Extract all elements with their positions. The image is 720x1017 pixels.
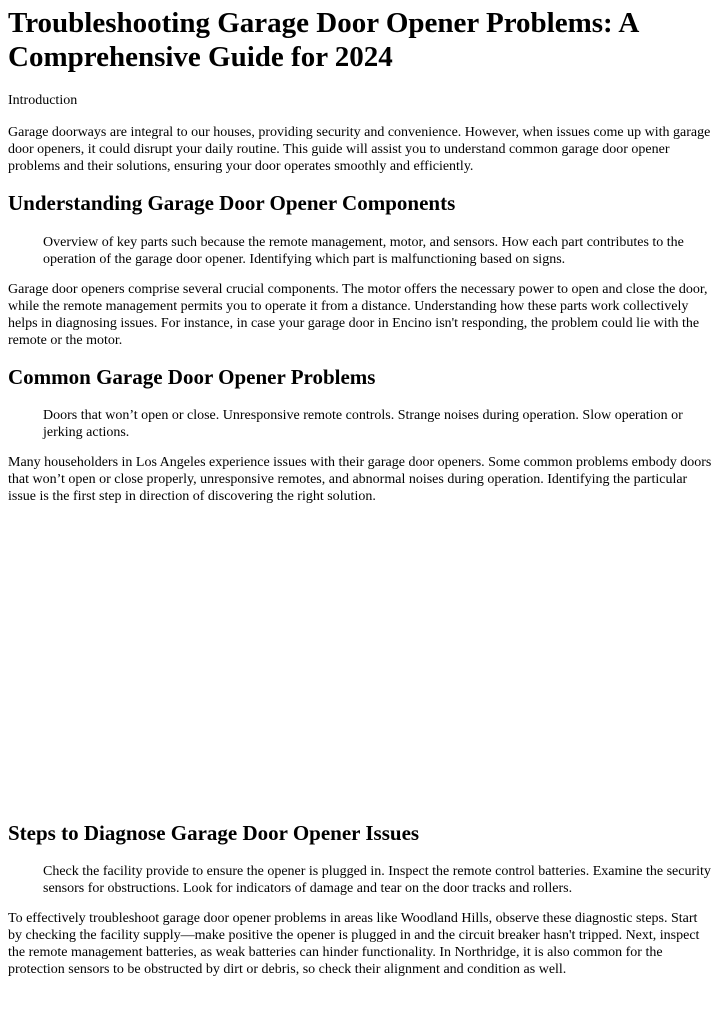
section-heading-problems: Common Garage Door Opener Problems <box>8 365 376 389</box>
section-body-problems: Many householders in Los Angeles experience issues with their garage door openers. Some common problems embody doors that won’t open or close properly, unresponsive remotes, and abnormal noises during operation. Identifying the particular issue is the first step in direction of discovering the right solution. <box>8 455 712 504</box>
section-summary-components: Overview of key parts such because the remote management, motor, and sensors. How each part contributes to the operation of the garage door opener. Identifying which part is malfunctioning based on signs. <box>43 235 684 267</box>
section-heading-steps: Steps to Diagnose Garage Door Opener Issues <box>8 821 420 845</box>
section-heading-components: Understanding Garage Door Opener Components <box>8 191 456 215</box>
intro-paragraph: Garage doorways are integral to our houses, providing security and convenience. However, when issues come up with garage door openers, it could disrupt your daily routine. This guide will assist you to understand common garage door opener problems and their solutions, ensuring your door operates smoothly and efficiently. <box>8 125 711 174</box>
section-body-components: Garage door openers comprise several crucial components. The motor offers the necessary power to open and close the door, while the remote management permits you to operate it from a distance. Understanding how these parts work collectively helps in diagnosing issues. For instance, in case your garage door in Encino isn't responding, the problem could lie with the remote or the motor. <box>8 282 708 348</box>
section-summary-steps: Check the facility provide to ensure the opener is plugged in. Inspect the remote control batteries. Examine the security sensors for obstructions. Look for indicators of damage and tear on the door tracks and rollers. <box>43 864 711 896</box>
section-summary-problems: Doors that won’t open or close. Unresponsive remote controls. Strange noises during operation. Slow operation or jerking actions. <box>43 408 683 440</box>
intro-label: Introduction <box>8 93 78 108</box>
section-body-steps: To effectively troubleshoot garage door opener problems in areas like Woodland Hills, observe these diagnostic steps. Start by checking the facility supply—make positive the opener is plugged in and the circuit breaker hasn't tripped. Next, inspect the remote management batteries, as weak batteries can hinder functionality. In Northridge, it is also common for the protection sensors to be obstructed by dirt or debris, so check their alignment and condition as well. <box>8 911 700 977</box>
page-title: Troubleshooting Garage Door Opener Problems: A Comprehensive Guide for 2024 <box>8 7 638 73</box>
